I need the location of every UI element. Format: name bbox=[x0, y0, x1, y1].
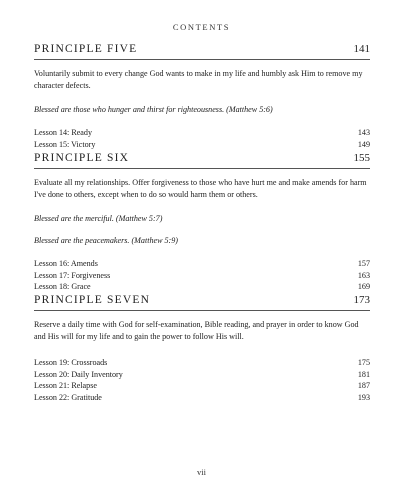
lesson-entry[interactable] bbox=[34, 369, 370, 381]
principle-page-number: 155 bbox=[353, 152, 370, 164]
lesson-page-number: 143 bbox=[357, 128, 370, 137]
page-folio: vii bbox=[197, 467, 206, 477]
lesson-label: Lesson 16: Amends bbox=[34, 259, 98, 268]
lesson-label: Lesson 22: Gratitude bbox=[34, 392, 102, 402]
lesson-label: Lesson 14: Ready bbox=[34, 128, 92, 137]
lesson-label: Lesson 18: Grace bbox=[34, 282, 91, 291]
lesson-page-number: 193 bbox=[357, 392, 370, 402]
divider-rule bbox=[34, 310, 370, 311]
lesson-entry[interactable] bbox=[34, 258, 370, 270]
principle-heading[interactable] bbox=[34, 294, 370, 308]
lesson-label: Lesson 17: Forgiveness bbox=[34, 270, 111, 280]
lesson-list bbox=[34, 357, 370, 403]
lesson-label: Lesson 15: Victory bbox=[34, 139, 96, 149]
principle-description: Reserve a daily time with God for self-examination, Bible reading, and prayer in order to know God and His will for my life and to gain the power to follow His will. bbox=[34, 320, 359, 341]
lesson-page-number: 169 bbox=[357, 282, 370, 291]
principle-heading[interactable] bbox=[34, 152, 370, 166]
lesson-entry[interactable] bbox=[34, 380, 370, 392]
principle-title: PRINCIPLE SEVEN bbox=[34, 294, 151, 306]
lesson-page-number: 157 bbox=[357, 259, 370, 268]
divider-rule bbox=[34, 59, 370, 60]
principle-title: PRINCIPLE FIVE bbox=[34, 43, 138, 55]
scripture-verse: Blessed are the merciful. (Matthew 5:7) bbox=[34, 214, 163, 223]
lesson-label: Lesson 21: Relapse bbox=[34, 381, 97, 390]
running-head: CONTENTS bbox=[172, 22, 231, 32]
lesson-entry[interactable] bbox=[34, 392, 370, 404]
principle-seven-section bbox=[34, 294, 370, 403]
divider-rule bbox=[34, 168, 370, 169]
lesson-entry[interactable] bbox=[34, 127, 370, 139]
principle-page-number: 141 bbox=[353, 43, 370, 55]
principle-six-section bbox=[34, 152, 370, 293]
principle-page-number: 173 bbox=[353, 294, 370, 306]
lesson-label: Lesson 20: Daily Inventory bbox=[34, 369, 123, 379]
lesson-label: Lesson 19: Crossroads bbox=[34, 358, 108, 367]
lesson-list bbox=[34, 258, 370, 293]
lesson-page-number: 181 bbox=[357, 369, 370, 379]
lesson-page-number: 149 bbox=[357, 139, 370, 149]
lesson-page-number: 175 bbox=[357, 358, 370, 367]
lesson-list bbox=[34, 127, 370, 150]
scripture-verse: Blessed are those who hunger and thirst for righteousness. (Matthew 5:6) bbox=[34, 105, 273, 114]
principle-five-section bbox=[34, 43, 370, 150]
lesson-entry[interactable] bbox=[34, 357, 370, 369]
principle-heading[interactable] bbox=[34, 43, 370, 57]
lesson-page-number: 187 bbox=[357, 381, 370, 390]
scripture-verse: Blessed are the peacemakers. (Matthew 5:9) bbox=[34, 236, 178, 245]
principle-description: Voluntarily submit to every change God wants to make in my life and humbly ask Him to remove my character defects. bbox=[34, 69, 363, 90]
lesson-entry[interactable] bbox=[34, 139, 370, 151]
lesson-page-number: 163 bbox=[357, 270, 370, 280]
lesson-entry[interactable] bbox=[34, 281, 370, 293]
lesson-entry[interactable] bbox=[34, 270, 370, 282]
principle-description: Evaluate all my relationships. Offer forgiveness to those who have hurt me and make amends for harm I've done to others, except when to do so would harm them or others. bbox=[34, 178, 367, 199]
principle-title: PRINCIPLE SIX bbox=[34, 152, 130, 164]
